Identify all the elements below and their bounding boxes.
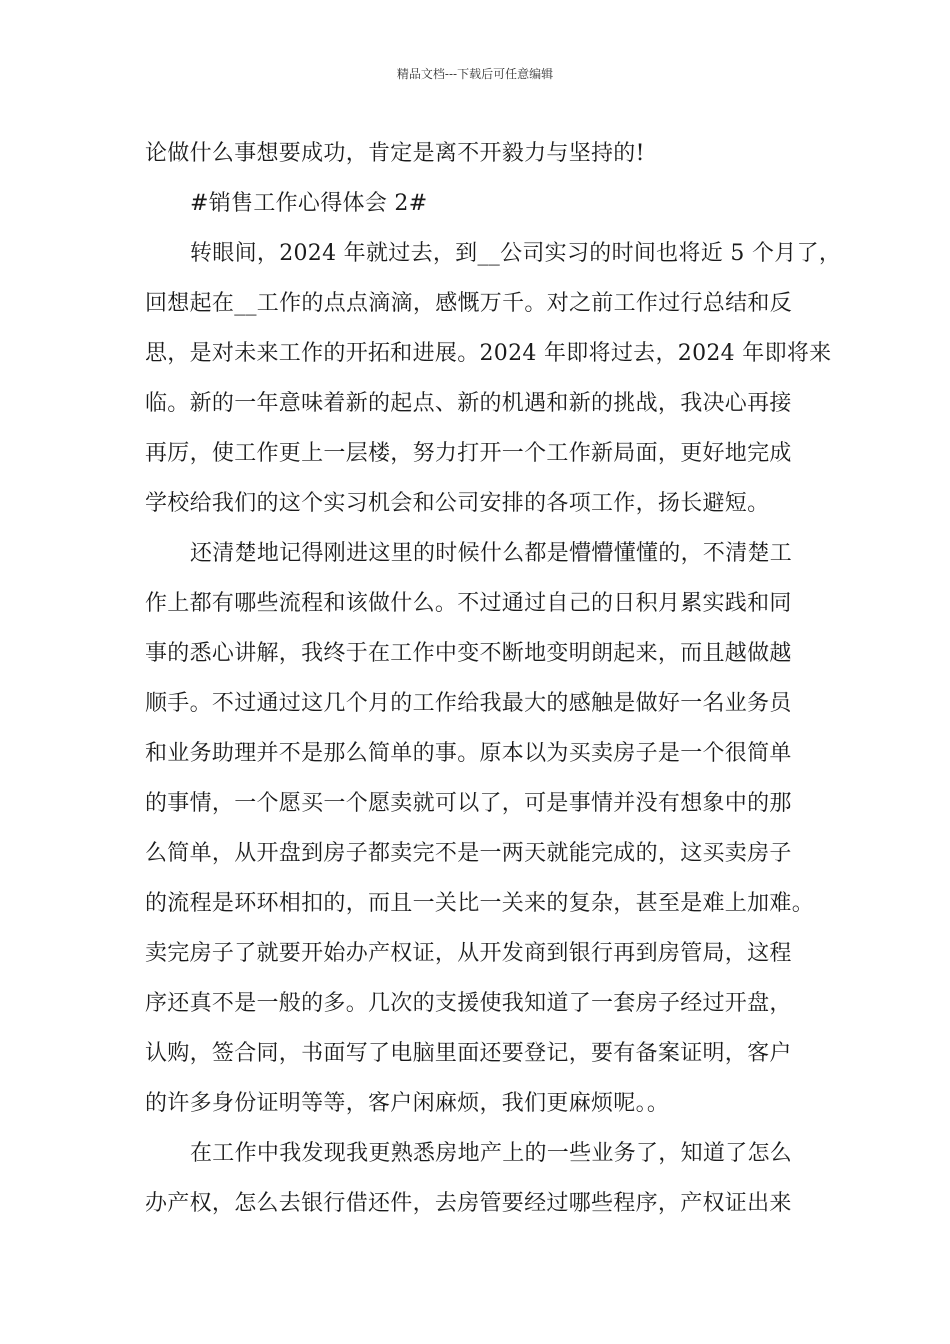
text-line: 再厉，使工作更上一层楼，努力打开一个工作新局面，更好地完成 [145,441,792,466]
text-line: 思，是对未来工作的开拓和进展。2024 年即将过去，2024 年即将来 [145,341,832,366]
text-line: 学校给我们的这个实习机会和公司安排的各项工作，扬长避短。 [145,491,770,516]
text-line: 事的悉心讲解，我终于在工作中变不断地变明朗起来，而且越做越 [145,641,792,666]
text-line: 顺手。不过通过这几个月的工作给我最大的感触是做好一名业务员 [145,691,792,716]
text-line: 序还真不是一般的多。几次的支援使我知道了一套房子经过开盘， [145,991,792,1016]
text-line: 转眼间，2024 年就过去，到__公司实习的时间也将近 5 个月了， [190,241,842,266]
text-line: 的流程是环环相扣的，而且一关比一关来的复杂，甚至是难上加难。 [145,891,815,916]
text-line: 么简单，从开盘到房子都卖完不是一两天就能完成的，这买卖房子 [145,841,792,866]
page-header: 精品文档---下载后可任意编辑 [396,67,554,81]
text-line: 论做什么事想要成功，肯定是离不开毅力与坚持的! [145,141,645,166]
text-line: 的许多身份证明等等，客户闲麻烦，我们更麻烦呢。。 [145,1091,670,1116]
text-line: 和业务助理并不是那么简单的事。原本以为买卖房子是一个很简单 [145,741,792,766]
text-line: 回想起在__工作的点点滴滴，感慨万千。对之前工作过行总结和反 [145,291,793,316]
text-line: 作上都有哪些流程和该做什么。不过通过自己的日积月累实践和同 [145,591,792,616]
text-line: 还清楚地记得刚进这里的时候什么都是懵懵懂懂的，不清楚工 [190,541,793,566]
text-line: 在工作中我发现我更熟悉房地产上的一些业务了，知道了怎么 [190,1141,793,1166]
text-line: 的事情，一个愿买一个愿卖就可以了，可是事情并没有想象中的那 [145,791,792,816]
text-line: 办产权，怎么去银行借还件，去房管要经过哪些程序，产权证出来 [145,1191,792,1216]
text-line: 认购，签合同，书面写了电脑里面还要登记，要有备案证明，客户 [145,1041,792,1066]
section-heading: #销售工作心得体会 2# [190,191,428,216]
text-line: 卖完房子了就要开始办产权证，从开发商到银行再到房管局，这程 [145,941,792,966]
text-line: 临。新的一年意味着新的起点、新的机遇和新的挑战，我决心再接 [145,391,792,416]
